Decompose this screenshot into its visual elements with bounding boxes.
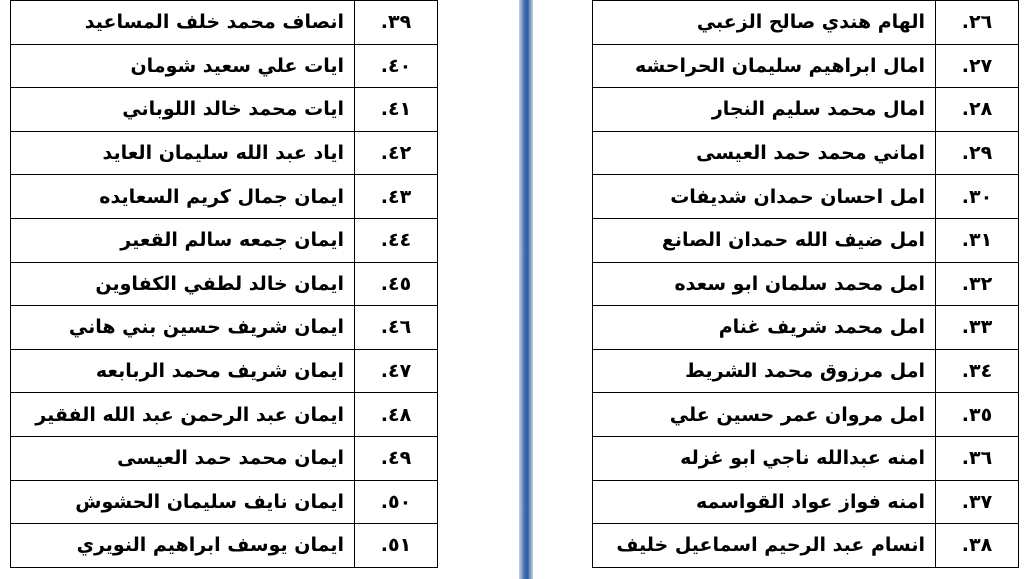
- names-table-right: [592, 0, 1019, 568]
- row-number: ٣٣.: [936, 306, 1019, 350]
- table-row: [593, 131, 1019, 175]
- table-row: [11, 306, 438, 350]
- row-number: ٣٦.: [936, 436, 1019, 480]
- row-number: ٣٠.: [936, 175, 1019, 219]
- table-row: [593, 88, 1019, 132]
- student-name: ايمان خالد لطفي الكفاوين: [11, 262, 355, 306]
- table-row: [11, 88, 438, 132]
- table-row: [11, 218, 438, 262]
- row-number: ٣٩.: [355, 1, 438, 45]
- row-number: ٣١.: [936, 218, 1019, 262]
- table-row: [593, 349, 1019, 393]
- student-name: امنه فواز عواد القواسمه: [593, 480, 936, 524]
- table-row: [11, 262, 438, 306]
- student-name: ايات محمد خالد اللوباني: [11, 88, 355, 132]
- table-row: [11, 1, 438, 45]
- row-number: ٤٨.: [355, 393, 438, 437]
- row-number: ٤٤.: [355, 218, 438, 262]
- student-name: ايمان شريف حسين بني هاني: [11, 306, 355, 350]
- table-row: [11, 44, 438, 88]
- student-name: امل مرزوق محمد الشريط: [593, 349, 936, 393]
- table-row: [11, 393, 438, 437]
- student-name: امل ضيف الله حمدان الصانع: [593, 218, 936, 262]
- table-row: [593, 393, 1019, 437]
- student-name: انسام عبد الرحيم اسماعيل خليف: [593, 524, 936, 568]
- row-number: ٤٢.: [355, 131, 438, 175]
- table-row: [593, 436, 1019, 480]
- table-row: [593, 524, 1019, 568]
- row-number: ٤٥.: [355, 262, 438, 306]
- row-number: ٣٨.: [936, 524, 1019, 568]
- table-row: [11, 131, 438, 175]
- student-name: ايمان جمعه سالم القعير: [11, 218, 355, 262]
- student-name: امال محمد سليم النجار: [593, 88, 936, 132]
- row-number: ٣٢.: [936, 262, 1019, 306]
- row-number: ٤٧.: [355, 349, 438, 393]
- student-name: ايمان شريف محمد الربابعه: [11, 349, 355, 393]
- row-number: ٤١.: [355, 88, 438, 132]
- table-row: [593, 480, 1019, 524]
- row-number: ٤٠.: [355, 44, 438, 88]
- student-name: ايات علي سعيد شومان: [11, 44, 355, 88]
- student-name: امال ابراهيم سليمان الحراحشه: [593, 44, 936, 88]
- student-name: امل محمد سلمان ابو سعده: [593, 262, 936, 306]
- page-gutter: [519, 0, 533, 579]
- row-number: ٤٣.: [355, 175, 438, 219]
- student-name: ايمان جمال كريم السعايده: [11, 175, 355, 219]
- row-number: ٢٦.: [936, 1, 1019, 45]
- row-number: ٢٧.: [936, 44, 1019, 88]
- row-number: ٥١.: [355, 524, 438, 568]
- student-name: امل مروان عمر حسين علي: [593, 393, 936, 437]
- row-number: ٣٥.: [936, 393, 1019, 437]
- table-row: [593, 306, 1019, 350]
- student-name: اياد عبد الله سليمان العايد: [11, 131, 355, 175]
- table-row: [593, 44, 1019, 88]
- table-row: [11, 175, 438, 219]
- student-name: ايمان نايف سليمان الحشوش: [11, 480, 355, 524]
- row-number: ٢٩.: [936, 131, 1019, 175]
- student-name: انصاف محمد خلف المساعيد: [11, 1, 355, 45]
- table-row: [593, 175, 1019, 219]
- student-name: اماني محمد حمد العيسى: [593, 131, 936, 175]
- student-name: امنه عبدالله ناجي ابو غزله: [593, 436, 936, 480]
- student-name: امل احسان حمدان شديفات: [593, 175, 936, 219]
- row-number: ٢٨.: [936, 88, 1019, 132]
- table-row: [593, 1, 1019, 45]
- table-row: [11, 524, 438, 568]
- right-page: [533, 0, 1024, 579]
- student-name: ايمان محمد حمد العيسى: [11, 436, 355, 480]
- table-row: [11, 349, 438, 393]
- row-number: ٣٧.: [936, 480, 1019, 524]
- table-row: [593, 218, 1019, 262]
- student-name: امل محمد شريف غنام: [593, 306, 936, 350]
- table-row: [11, 480, 438, 524]
- student-name: الهام هندي صالح الزعبي: [593, 1, 936, 45]
- student-name: ايمان عبد الرحمن عبد الله الفقير: [11, 393, 355, 437]
- table-row: [11, 436, 438, 480]
- row-number: ٤٩.: [355, 436, 438, 480]
- row-number: ٣٤.: [936, 349, 1019, 393]
- student-name: ايمان يوسف ابراهيم النويري: [11, 524, 355, 568]
- names-table-left: [10, 0, 438, 568]
- row-number: ٥٠.: [355, 480, 438, 524]
- row-number: ٤٦.: [355, 306, 438, 350]
- table-row: [593, 262, 1019, 306]
